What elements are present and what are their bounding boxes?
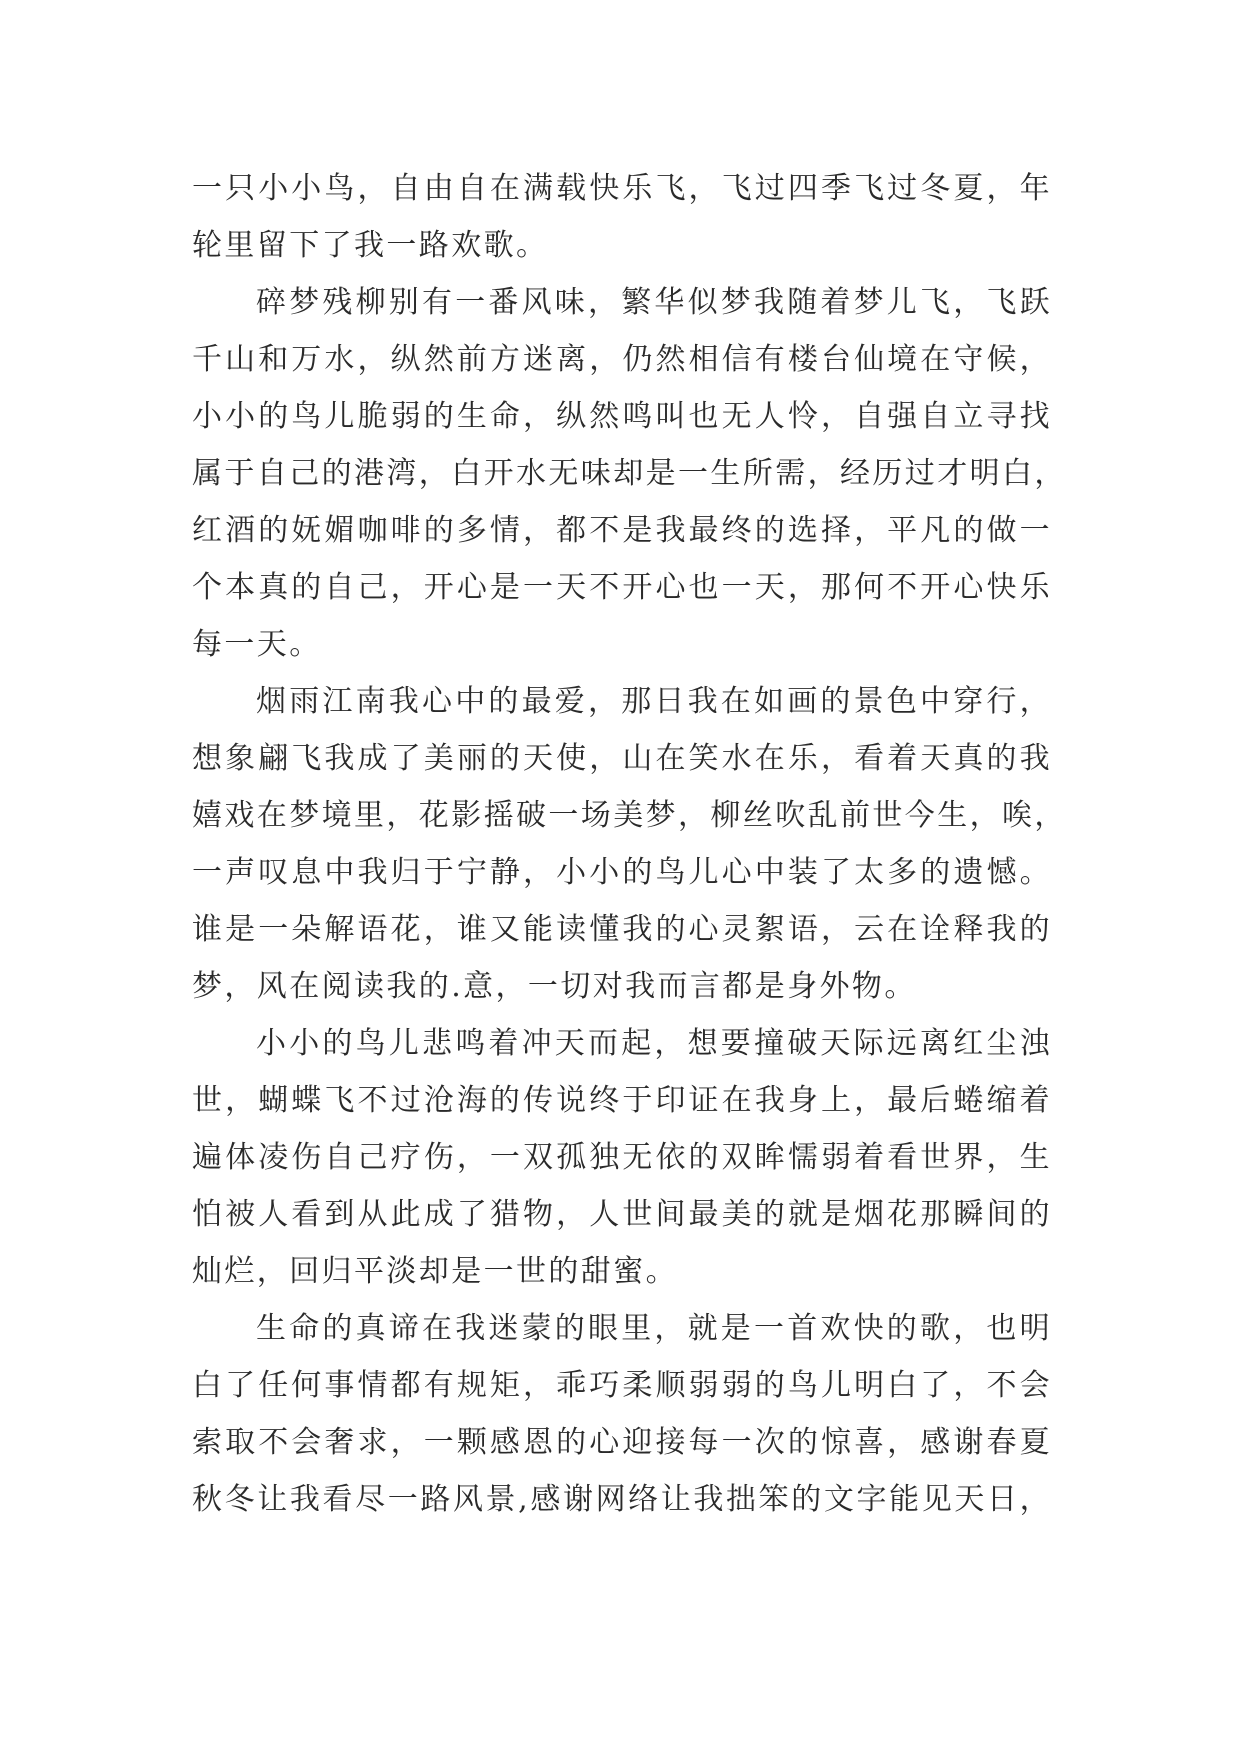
- text-line: 想象翩飞我成了美丽的天使，山在笑水在乐，看着天真的我: [192, 741, 1052, 776]
- text-line: 轮里留下了我一路欢歌。: [192, 228, 549, 263]
- text-line: 个本真的自己，开心是一天不开心也一天，那何不开心快乐: [192, 570, 1052, 605]
- text-line: 烟雨江南我心中的最爱，那日我在如画的景色中穿行，: [256, 684, 1052, 719]
- text-line: 每一天。: [192, 627, 322, 662]
- text-line: 秋冬让我看尽一路风景,感谢网络让我拙笨的文字能见天日，: [192, 1482, 1052, 1517]
- text-line: 千山和万水，纵然前方迷离，仍然相信有楼台仙境在守候，: [192, 342, 1052, 377]
- text-line: 小小的鸟儿脆弱的生命，纵然鸣叫也无人怜，自强自立寻找: [192, 399, 1052, 434]
- text-line: 生命的真谛在我迷蒙的眼里，就是一首欢快的歌，也明: [256, 1311, 1052, 1346]
- text-line: 世，蝴蝶飞不过沧海的传说终于印证在我身上，最后蜷缩着: [192, 1083, 1052, 1118]
- paragraph: [192, 1015, 1052, 1300]
- text-line: 梦，风在阅读我的.意，一切对我而言都是身外物。: [192, 969, 917, 1004]
- text-line: 索取不会奢求，一颗感恩的心迎接每一次的惊喜，感谢春夏: [192, 1425, 1052, 1460]
- paragraph: [192, 673, 1067, 1015]
- text-line: 一只小小鸟，自由自在满载快乐飞，飞过四季飞过冬夏，年: [192, 171, 1052, 206]
- text-line: 属于自己的港湾，白开水无味却是一生所需，经历过才明白，: [192, 456, 1067, 491]
- text-line: 红酒的妩媚咖啡的多情，都不是我最终的选择，平凡的做一: [192, 513, 1052, 548]
- paragraph: [192, 274, 1067, 673]
- text-line: 怕被人看到从此成了猎物，人世间最美的就是烟花那瞬间的: [192, 1197, 1052, 1232]
- text-line: 一声叹息中我归于宁静，小小的鸟儿心中装了太多的遗憾。: [192, 855, 1052, 890]
- text-line: 遍体凌伤自己疗伤，一双孤独无依的双眸懦弱着看世界，生: [192, 1140, 1052, 1175]
- text-line: 灿烂，回归平淡却是一世的甜蜜。: [192, 1254, 678, 1289]
- paragraph: [192, 160, 1052, 274]
- document-body: [192, 160, 1067, 1528]
- paragraph: [192, 1300, 1052, 1528]
- text-line: 谁是一朵解语花，谁又能读懂我的心灵絮语，云在诠释我的: [192, 912, 1052, 947]
- text-line: 小小的鸟儿悲鸣着冲天而起，想要撞破天际远离红尘浊: [256, 1026, 1052, 1061]
- text-line: 白了任何事情都有规矩，乖巧柔顺弱弱的鸟儿明白了，不会: [192, 1368, 1052, 1403]
- text-line: 碎梦残柳别有一番风味，繁华似梦我随着梦儿飞，飞跃: [256, 285, 1052, 320]
- text-line: 嬉戏在梦境里，花影摇破一场美梦，柳丝吹乱前世今生，唉，: [192, 798, 1067, 833]
